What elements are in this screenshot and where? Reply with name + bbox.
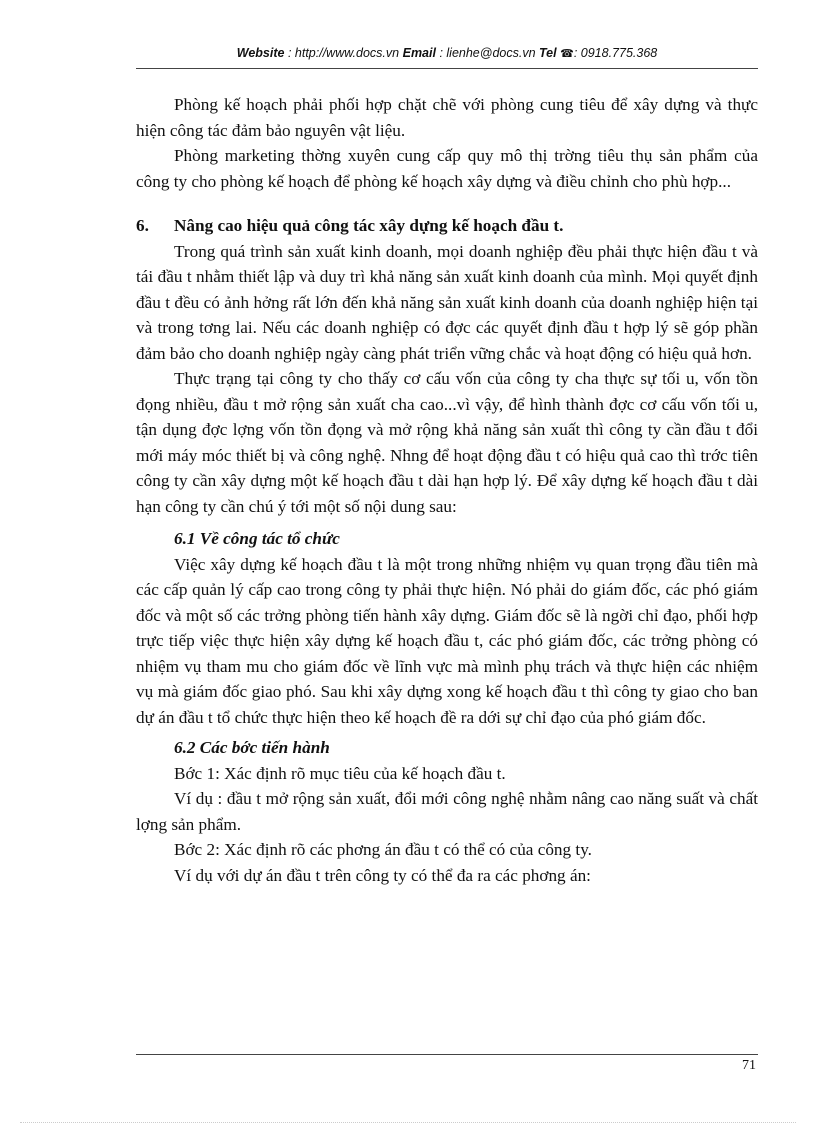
paragraph-5: Việc xây dựng kế hoạch đầu t là một trong những nhiệm vụ quan trọng đầu tiên mà các cấp quản lý cấp cao trong công ty phải thực hiện. Nó phải do giám đốc, các phó giám đốc và một số các trởng phòng tiến hành xây dựng. Giám đốc sẽ là ngời chỉ đạo, phối hợp trực tiếp việc thực hiện xây dựng kế hoạch đầu t, các phó giám đốc, các trởng phòng có nhiệm vụ tham mu cho giám đốc về lĩnh vực mà mình phụ trách và thực hiện các nhiệm vụ mà giám đốc giao phó. Sau khi xây dựng xong kế hoạch đầu t thì công ty giao cho ban dự án đầu t tổ chức thực hiện theo kế hoạch đề ra dới sự chỉ đạo của phó giám đốc. xyxy=(136,554,758,727)
example-1: Ví dụ : đầu t mở rộng sản xuất, đổi mới công nghệ nhằm nâng cao năng suất và chất lợng sản phẩm. xyxy=(136,789,758,834)
section-6-2-heading: 6.2 Các bớc tiến hành xyxy=(174,738,330,757)
website-label: Website xyxy=(236,46,285,60)
email-label: Email xyxy=(402,46,436,60)
section-6-heading xyxy=(136,213,758,239)
paragraph-1: Phòng kế hoạch phải phối hợp chặt chẽ với phòng cung tiêu để xây dựng và thực hiện công tác đảm bảo nguyên vật liệu. xyxy=(136,95,758,140)
paragraph-2: Phòng marketing thờng xuyên cung cấp quy mô thị trờng tiêu thụ sản phẩm của công ty cho phòng kế hoạch để phòng kế hoạch xây dựng và điều chỉnh cho phù hợp... xyxy=(136,146,758,191)
document-body xyxy=(136,92,758,888)
step-1: Bớc 1: Xác định rõ mục tiêu của kế hoạch đầu t. xyxy=(174,763,506,783)
website-url[interactable]: : http://www.docs.vn xyxy=(287,46,400,60)
section-6-1-heading: 6.1 Về công tác tổ chức xyxy=(174,529,340,548)
tel-label: Tel xyxy=(539,46,557,60)
paragraph-4: Thực trạng tại công ty cho thấy cơ cấu vốn của công ty cha thực sự tối u, vốn tồn đọng nhiều, đầu t mở rộng sản xuất cha cao...vì vậy, để hình thành đợc cơ cấu vốn tối u, tận dụng đợc lợng vốn tồn đọng và mở rộng khả năng sản xuất thì công ty cần đầu t đổi mới máy móc thiết bị và công nghệ. Nhng để hoạt động đầu t có hiệu quả cao thì trớc tiên công ty cần xây dựng một kế hoạch đầu t dài hạn hợp lý. Để xây dựng kế hoạch đầu t dài hạn công ty cần chú ý tới một số nội dung sau: xyxy=(136,369,758,516)
tel-number: : 0918.775.368 xyxy=(573,46,658,60)
step-2: Bớc 2: Xác định rõ các phơng án đầu t có thể có của công ty. xyxy=(174,840,592,859)
phone-icon: ☎ xyxy=(560,48,574,60)
section-6-title: Nâng cao hiệu quả công tác xây dựng kế hoạch đầu t. xyxy=(174,216,564,235)
section-6-number: 6. xyxy=(136,216,149,235)
header-rule xyxy=(136,68,758,69)
page-number: 71 xyxy=(742,1058,756,1073)
email-address[interactable]: : lienhe@docs.vn xyxy=(439,46,536,60)
paragraph-3: Trong quá trình sản xuất kinh doanh, mọi doanh nghiệp đều phải thực hiện đầu t và tái đầu t nhằm thiết lập và duy trì khả năng sản xuất kinh doanh của mình. Mọi quyết định đầu t đều có ảnh hởng rất lớn đến khả năng sản xuất kinh doanh của doanh nghiệp hiện tại và trong tơng lai. Nếu các doanh nghiệp có đợc các quyết định đầu t hợp lý sẽ góp phần đảm bảo cho doanh nghiệp ngày càng phát triển vững chắc và hoạt động có hiệu quả hơn. xyxy=(136,241,758,363)
example-2: Ví dụ với dự án đầu t trên công ty có thể đa ra các phơng án: xyxy=(174,865,591,885)
page-header xyxy=(136,46,758,66)
footer-rule xyxy=(136,1054,758,1055)
